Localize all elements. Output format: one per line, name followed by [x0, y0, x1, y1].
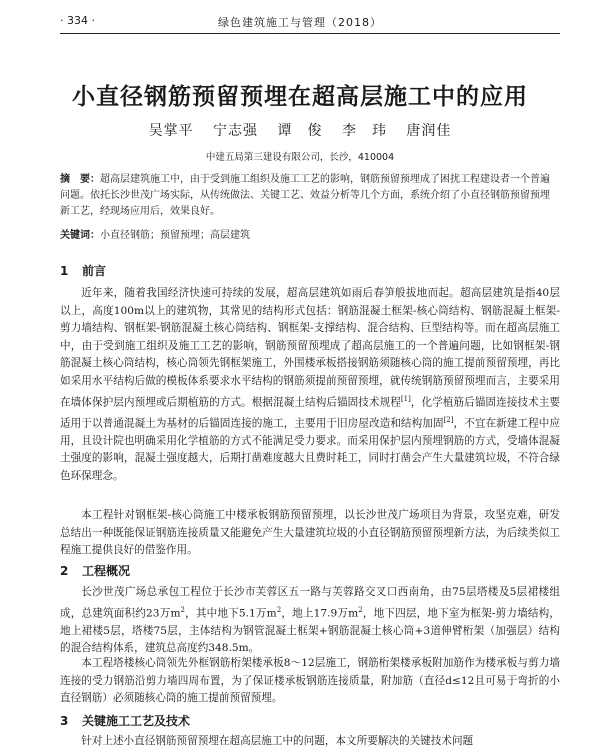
keywords-text: 小直径钢筋；预留预埋；高层建筑 — [100, 230, 250, 241]
keywords — [60, 228, 550, 244]
author: 吴掌平 — [148, 123, 194, 139]
section-title: 前言 — [82, 264, 107, 278]
author: 谭 俊 — [277, 123, 323, 139]
section-heading — [60, 262, 106, 279]
affiliation: 中建五局第三建设有限公司，长沙，410004 — [205, 152, 395, 163]
paragraph: 近年来，随着我国经济快速可持续的发展，超高层建筑如雨后春笋般拔地而起。超高层建筑是指40层以上，高度100m以上的建筑物，其常见的结构形式包括：钢筋混凝土框架-核心筒结构、钢筋混凝土框架-剪力墙结构、钢框架-钢筋混凝土核心筒结构、钢框架-支撑结构、混合结构、巨型结构等。而在超高层施工中，由于受到施工组织及施工工艺的影响，钢筋预留预埋成了超高层施工的一个普遍问题，比如钢框架-钢筋混凝土核心筒结构，核心筒领先钢框架施工，外围楼承板搭接钢筋须随核心筒的施工提前预留预埋，再比如采用水平结构后做的模板体系要求水平结构的钢筋须提前预留预埋，就传统钢筋预留预埋而言，主要采用在墙体保护层内预埋或后期植筋的方式。根据混凝土结构后锚固技术规程[1]，化学植筋后锚固连接技术主要适用于以普通混凝土为基材的后锚固连接的施工，主要用于旧房屋改造和结构加固[2]，不宜在新建工程中应用，且设计院也明确采用化学植筋的方式不能满足受力要求。而采用保护层内预埋钢筋的方式，受墙体混凝土强度的影响，混凝土强度越大，后期打凿难度越大且费时耗工，同时打凿会产生大量建筑垃圾，不符合绿色环保理念。 — [60, 287, 561, 482]
section-number: 1 — [60, 264, 69, 278]
keywords-label: 关键词： — [60, 230, 100, 241]
section-heading — [60, 562, 130, 579]
article-title: 小直径钢筋预留预埋在超高层施工中的应用 — [72, 84, 528, 110]
section-title: 关键施工工艺及技术 — [82, 714, 191, 728]
section-heading — [60, 712, 190, 729]
author: 李 玮 — [341, 123, 387, 139]
section-title: 工程概况 — [82, 564, 131, 578]
abstract-text: 超高层建筑施工中，由于受到施工组织及施工工艺的影响，钢筋预留预埋成了困扰工程建设者一个普遍问题。依托长沙世茂广场实际，从传统做法、关键工艺、效益分析等几个方面，系统介绍了小直径钢筋预留预埋新工艺，经现场应用后，效果良好。 — [60, 174, 550, 217]
journal-title: 绿色建筑施工与管理（2018） — [218, 16, 382, 29]
author: 宁志强 — [213, 123, 259, 139]
paragraph: 长沙世茂广场总承包工程位于长沙市芙蓉区五一路与芙蓉路交叉口西南角，由75层塔楼及5层裙楼组成，总建筑面积约23万$m^2$，其中地下5.1万$m^2$，地上17.9万$m^2$，地下四层，地下室为框架-剪力墙结构，地上裙楼5层，塔楼75层，主体结构为钢管混凝土框架+钢筋混凝土核心筒+3道伸臂桁架（加强层）结构的混合结构体系，建筑总高度约348.5m。 — [60, 586, 561, 655]
header-rule — [60, 33, 560, 34]
running-header — [60, 10, 560, 30]
paragraph: 本工程塔楼核心筒领先外框钢筋桁架楼承板8～12层施工，钢筋桁架楼承板附加筋作为楼承板与剪力墙连接的受力钢筋沿剪力墙四周布置，为了保证楼承板钢筋连接质量，附加筋（直径d≤12且可易于弯折的小直径钢筋）必须随核心筒的施工提前预留预埋。 — [60, 657, 560, 705]
paragraph: 针对上述小直径钢筋预留预埋在超高层施工中的问题，本文所要解决的关键技术问题 — [81, 735, 474, 747]
paragraph: 本工程针对钢框架-核心筒施工中楼承板钢筋预留预埋，以长沙世茂广场项目为背景，攻坚克难，研发总结出一种既能保证钢筋连接质量又能避免产生大量建筑垃圾的小直径钢筋预留预埋新方法，为后续类似工程施工提供良好的借鉴作用。 — [60, 509, 560, 557]
author-list — [0, 120, 600, 140]
author: 唐润佳 — [406, 123, 452, 139]
section-number: 3 — [60, 714, 69, 728]
page-number: · 334 · — [60, 14, 95, 27]
abstract-label: 摘 要： — [60, 174, 100, 185]
abstract — [60, 172, 550, 220]
section-number: 2 — [60, 564, 69, 578]
